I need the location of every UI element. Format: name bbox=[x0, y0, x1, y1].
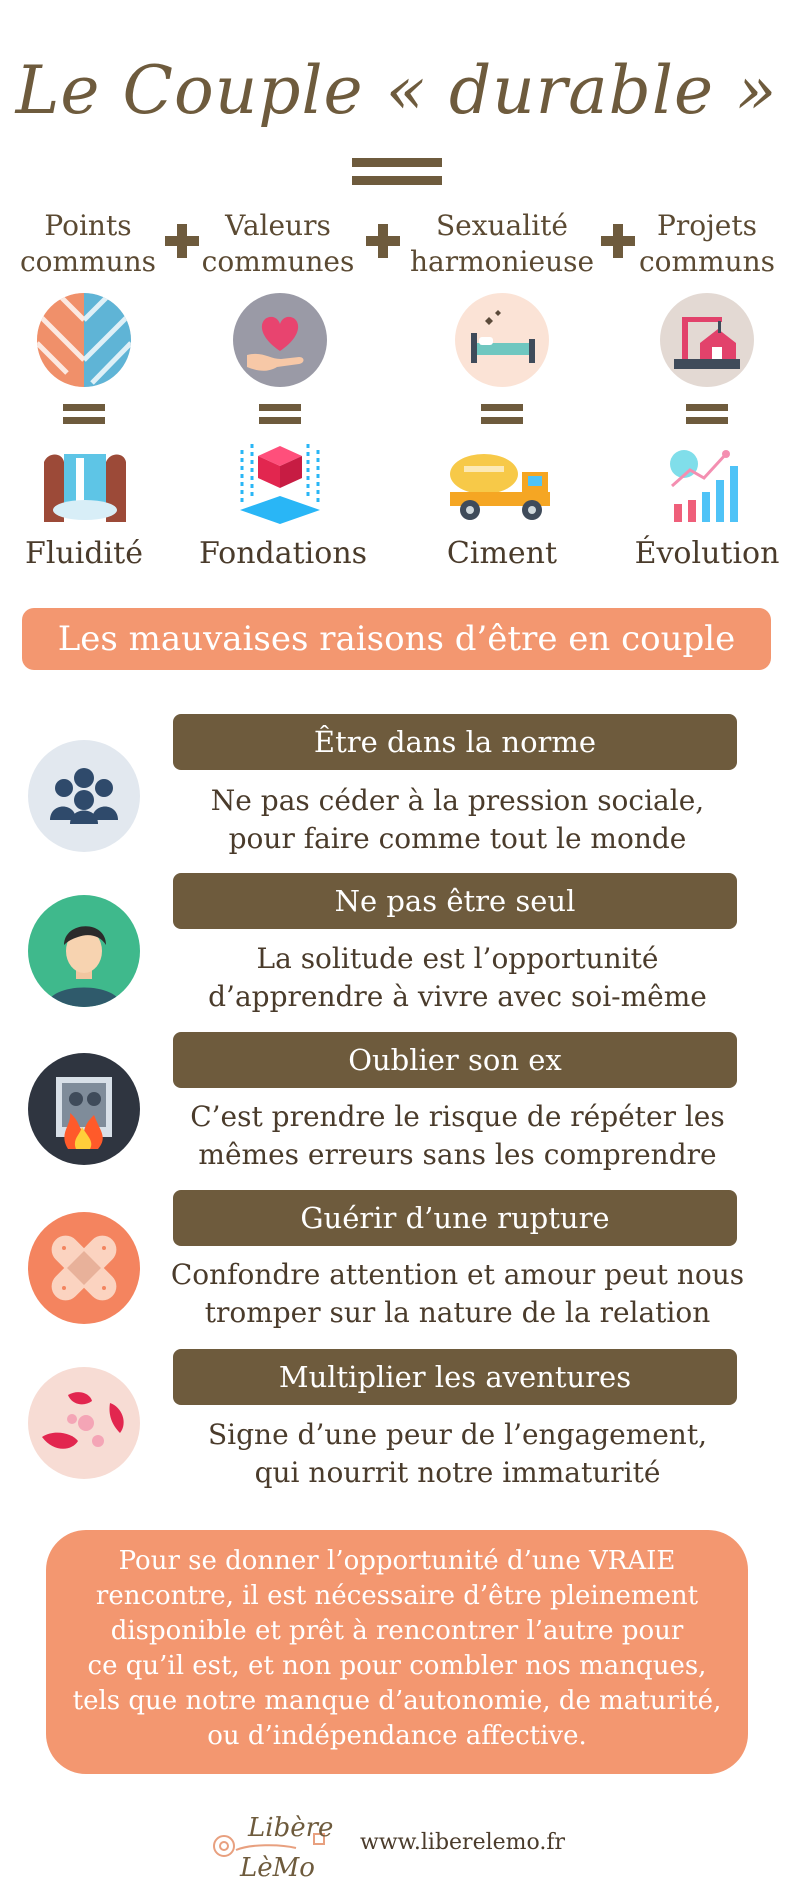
reason-title: Multiplier les aventures bbox=[173, 1349, 737, 1405]
conclusion-line: ou d’indépendance affective. bbox=[207, 1721, 587, 1751]
equals-icon bbox=[686, 404, 728, 424]
house-building-icon bbox=[660, 293, 754, 387]
term-points-communs bbox=[3, 208, 173, 280]
reason-line: La solitude est l’opportunité bbox=[256, 942, 659, 975]
conclusion-box bbox=[46, 1530, 748, 1774]
term-label: Sexualité harmonieuse bbox=[410, 209, 595, 278]
section-banner: Les mauvaises raisons d’être en couple bbox=[22, 608, 771, 670]
conclusion-line: Pour se donner l’opportunité d’une VRAIE bbox=[118, 1546, 676, 1576]
reason-line: mêmes erreurs sans les comprendre bbox=[198, 1138, 717, 1171]
cement-truck-icon bbox=[446, 448, 554, 524]
reason-description bbox=[150, 1256, 765, 1332]
intertwined-pattern-icon bbox=[37, 293, 131, 387]
waterfall-icon bbox=[40, 444, 130, 524]
reason-title: Oublier son ex bbox=[173, 1032, 737, 1088]
term-projets-communs bbox=[622, 208, 792, 280]
reason-title: Être dans la norme bbox=[173, 714, 737, 770]
logo-text-line2: LèMo bbox=[240, 1853, 315, 1883]
reason-description bbox=[150, 1416, 765, 1492]
reason-line: pour faire comme tout le monde bbox=[228, 822, 687, 855]
brand-logo bbox=[210, 1808, 340, 1884]
lips-icon bbox=[28, 1367, 140, 1479]
conclusion-line: rencontre, il est nécessaire d’être pleinement bbox=[95, 1581, 699, 1611]
conclusion-line: tels que notre manque d’autonomie, de maturité, bbox=[72, 1686, 722, 1716]
reason-line: C’est prendre le risque de répéter les bbox=[190, 1100, 725, 1133]
term-label: Points communs bbox=[19, 209, 157, 278]
page-title: Le Couple « durable » bbox=[15, 52, 778, 129]
reason-title: Guérir d’une rupture bbox=[173, 1190, 737, 1246]
result-fondations: Fondations bbox=[198, 536, 368, 571]
group-people-icon bbox=[28, 740, 140, 852]
logo-text-line1: Libère bbox=[248, 1813, 334, 1843]
lonely-man-icon bbox=[28, 895, 140, 1007]
bed-hearts-icon bbox=[455, 293, 549, 387]
reason-line: qui nourrit notre immaturité bbox=[254, 1456, 661, 1489]
reason-description bbox=[150, 1098, 765, 1174]
foundation-cube-icon bbox=[236, 440, 324, 526]
equals-icon bbox=[259, 404, 301, 424]
reason-line: d’apprendre à vivre avec soi-même bbox=[208, 980, 707, 1013]
plus-icon bbox=[601, 224, 635, 258]
reason-description bbox=[150, 782, 765, 858]
result-ciment: Ciment bbox=[446, 536, 558, 571]
conclusion-line: ce qu’il est, et non pour combler nos manques, bbox=[87, 1651, 707, 1681]
growth-chart-icon bbox=[660, 440, 750, 526]
result-evolution: Évolution bbox=[634, 536, 780, 571]
term-sexualite bbox=[410, 208, 594, 280]
plus-icon bbox=[165, 224, 199, 258]
plus-icon bbox=[366, 224, 400, 258]
term-label: Projets communs bbox=[638, 209, 776, 278]
main-equals-sign bbox=[352, 158, 442, 188]
reason-title: Ne pas être seul bbox=[173, 873, 737, 929]
bandage-icon bbox=[28, 1212, 140, 1324]
burning-photo-icon bbox=[28, 1053, 140, 1165]
equals-icon bbox=[481, 404, 523, 424]
term-valeurs-communes bbox=[193, 208, 363, 280]
reason-line: Signe d’une peur de l’engagement, bbox=[207, 1418, 707, 1451]
heart-in-hand-icon bbox=[233, 293, 327, 387]
reason-line: Confondre attention et amour peut nous bbox=[170, 1258, 745, 1291]
reason-line: Ne pas céder à la pression sociale, bbox=[210, 784, 705, 817]
result-fluidite: Fluidité bbox=[25, 536, 143, 571]
term-label: Valeurs communes bbox=[201, 209, 355, 278]
equals-icon bbox=[63, 404, 105, 424]
reason-description bbox=[150, 940, 765, 1016]
reason-line: tromper sur la nature de la relation bbox=[204, 1296, 711, 1329]
conclusion-line: disponible et prêt à rencontrer l’autre pour bbox=[110, 1616, 684, 1646]
website-link[interactable]: www.liberelemo.fr bbox=[360, 1830, 566, 1855]
